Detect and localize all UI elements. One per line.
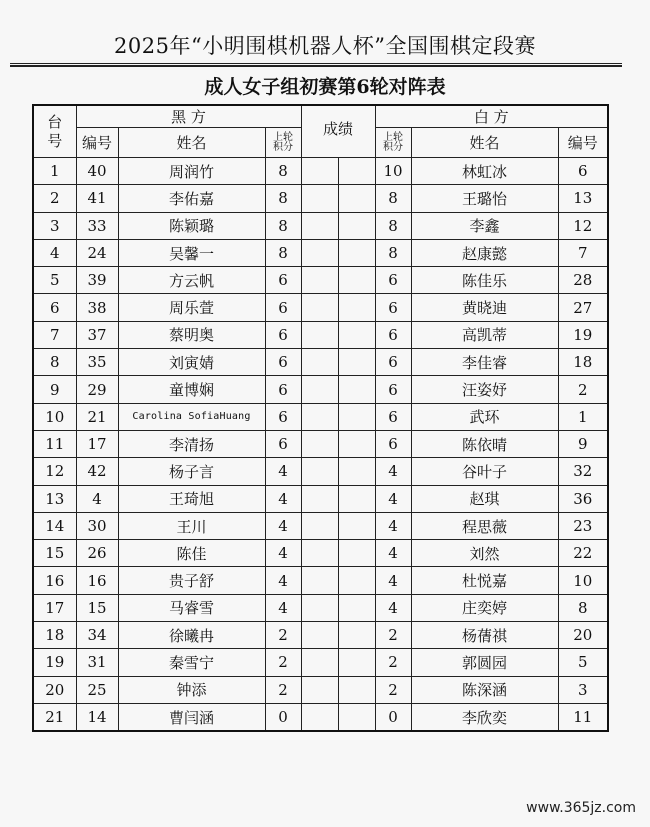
table-number-cell: 19 [33, 649, 76, 676]
pairings-table [32, 104, 609, 732]
white-name-cell: 杜悦嘉 [411, 567, 558, 594]
black-number-cell: 42 [76, 458, 118, 485]
table-number-cell: 5 [33, 267, 76, 294]
black-number-cell: 41 [76, 185, 118, 212]
white-result-cell [338, 540, 375, 567]
white-result-cell [338, 458, 375, 485]
white-name-cell: 李鑫 [411, 212, 558, 239]
white-number-cell: 6 [558, 158, 608, 185]
black-result-cell [301, 458, 338, 485]
white-result-cell [338, 703, 375, 731]
black-name-cell: 李清扬 [118, 430, 265, 457]
black-name-cell: 陈颖璐 [118, 212, 265, 239]
table-row [33, 403, 608, 430]
table-row [33, 239, 608, 266]
white-name-cell: 陈深涵 [411, 676, 558, 703]
table-row [33, 158, 608, 185]
table-number-cell: 15 [33, 540, 76, 567]
black-result-cell [301, 212, 338, 239]
white-name-cell: 林虹冰 [411, 158, 558, 185]
black-name-cell: 王川 [118, 512, 265, 539]
white-result-cell [338, 349, 375, 376]
white-name-cell: 陈佳乐 [411, 267, 558, 294]
white-number-cell: 2 [558, 376, 608, 403]
white-points-cell: 2 [375, 622, 411, 649]
white-number-cell: 12 [558, 212, 608, 239]
white-number-cell: 20 [558, 622, 608, 649]
black-result-cell [301, 349, 338, 376]
black-result-cell [301, 403, 338, 430]
white-number-cell: 18 [558, 349, 608, 376]
black-number-cell: 15 [76, 594, 118, 621]
black-side-header: 黑 方 [76, 105, 301, 128]
black-points-cell: 6 [265, 294, 301, 321]
site-watermark: www.365jz.com [526, 800, 636, 816]
pairings-body [33, 158, 608, 732]
white-name-cell: 赵琪 [411, 485, 558, 512]
table-row [33, 512, 608, 539]
white-points-cell: 6 [375, 321, 411, 348]
black-points-cell: 4 [265, 458, 301, 485]
black-result-cell [301, 321, 338, 348]
black-result-cell [301, 567, 338, 594]
black-name-cell: 吴馨一 [118, 239, 265, 266]
white-name-cell: 刘然 [411, 540, 558, 567]
white-name-cell: 郭圆园 [411, 649, 558, 676]
white-result-cell [338, 212, 375, 239]
white-result-cell [338, 185, 375, 212]
white-name-cell: 庄奕婷 [411, 594, 558, 621]
black-number-cell: 30 [76, 512, 118, 539]
black-points-cell: 0 [265, 703, 301, 731]
table-number-cell: 11 [33, 430, 76, 457]
round-subtitle: 成人女子组初赛第6轮对阵表 [204, 76, 446, 98]
title-rule-thick [10, 65, 622, 67]
white-name-cell: 杨蒨祺 [411, 622, 558, 649]
table-no-header: 台号 [33, 105, 76, 158]
black-name-cell: 马睿雪 [118, 594, 265, 621]
event-title: 2025年“小明围棋机器人杯”全国围棋定段赛 [114, 34, 536, 58]
black-points-cell: 6 [265, 267, 301, 294]
white-points-cell: 4 [375, 540, 411, 567]
black-points-cell: 6 [265, 403, 301, 430]
white-result-cell [338, 485, 375, 512]
table-row [33, 294, 608, 321]
black-result-cell [301, 376, 338, 403]
black-name-cell: 王琦旭 [118, 485, 265, 512]
white-points-cell: 4 [375, 567, 411, 594]
white-result-cell [338, 430, 375, 457]
table-row [33, 349, 608, 376]
black-number-cell: 37 [76, 321, 118, 348]
white-points-cell: 4 [375, 594, 411, 621]
white-name-cell: 陈依晴 [411, 430, 558, 457]
black-name-cell: 徐曦冉 [118, 622, 265, 649]
white-points-cell: 6 [375, 430, 411, 457]
white-result-cell [338, 622, 375, 649]
black-result-cell [301, 649, 338, 676]
white-number-cell: 32 [558, 458, 608, 485]
white-result-cell [338, 649, 375, 676]
black-result-cell [301, 239, 338, 266]
black-points-cell: 6 [265, 321, 301, 348]
black-name-cell: 蔡明奥 [118, 321, 265, 348]
white-points-cell: 6 [375, 376, 411, 403]
white-number-cell: 36 [558, 485, 608, 512]
black-number-cell: 34 [76, 622, 118, 649]
white-number-cell: 27 [558, 294, 608, 321]
white-result-cell [338, 403, 375, 430]
white-points-cell: 4 [375, 458, 411, 485]
white-number-cell: 19 [558, 321, 608, 348]
white-name-cell: 高凯蒂 [411, 321, 558, 348]
table-number-cell: 21 [33, 703, 76, 731]
black-number-header: 编号 [76, 128, 118, 158]
white-name-cell: 李欣奕 [411, 703, 558, 731]
table-number-cell: 17 [33, 594, 76, 621]
black-result-cell [301, 622, 338, 649]
black-points-cell: 8 [265, 212, 301, 239]
white-result-cell [338, 267, 375, 294]
black-points-cell: 2 [265, 622, 301, 649]
black-points-cell: 4 [265, 567, 301, 594]
black-result-cell [301, 294, 338, 321]
black-points-cell: 4 [265, 512, 301, 539]
black-points-cell: 4 [265, 485, 301, 512]
black-number-cell: 16 [76, 567, 118, 594]
white-result-cell [338, 567, 375, 594]
white-name-cell: 程思薇 [411, 512, 558, 539]
white-number-cell: 10 [558, 567, 608, 594]
black-name-cell: 陈佳 [118, 540, 265, 567]
white-name-cell: 赵康懿 [411, 239, 558, 266]
black-points-cell: 4 [265, 594, 301, 621]
black-name-cell: 秦雪宁 [118, 649, 265, 676]
table-number-cell: 9 [33, 376, 76, 403]
white-name-cell: 武环 [411, 403, 558, 430]
table-number-cell: 7 [33, 321, 76, 348]
white-number-cell: 11 [558, 703, 608, 731]
white-name-cell: 谷叶子 [411, 458, 558, 485]
white-name-cell: 汪姿妤 [411, 376, 558, 403]
black-number-cell: 4 [76, 485, 118, 512]
black-number-cell: 31 [76, 649, 118, 676]
table-number-cell: 6 [33, 294, 76, 321]
white-number-header: 编号 [558, 128, 608, 158]
black-result-cell [301, 267, 338, 294]
white-points-cell: 8 [375, 212, 411, 239]
table-row [33, 376, 608, 403]
black-name-cell: 杨子言 [118, 458, 265, 485]
table-number-cell: 2 [33, 185, 76, 212]
white-number-cell: 5 [558, 649, 608, 676]
black-points-cell: 6 [265, 430, 301, 457]
black-result-cell [301, 676, 338, 703]
black-name-cell: 贵子舒 [118, 567, 265, 594]
white-points-cell: 6 [375, 294, 411, 321]
black-name-cell: 周乐萱 [118, 294, 265, 321]
black-number-cell: 24 [76, 239, 118, 266]
table-number-cell: 13 [33, 485, 76, 512]
white-points-cell: 0 [375, 703, 411, 731]
black-name-cell: 曹闫涵 [118, 703, 265, 731]
black-result-cell [301, 158, 338, 185]
white-number-cell: 28 [558, 267, 608, 294]
black-points-cell: 6 [265, 376, 301, 403]
table-row [33, 594, 608, 621]
black-name-cell: Carolina SofiaHuang [118, 403, 265, 430]
black-name-header: 姓名 [118, 128, 265, 158]
black-number-cell: 35 [76, 349, 118, 376]
black-number-cell: 33 [76, 212, 118, 239]
table-number-cell: 10 [33, 403, 76, 430]
black-result-cell [301, 540, 338, 567]
black-number-cell: 38 [76, 294, 118, 321]
table-row [33, 212, 608, 239]
table-row [33, 540, 608, 567]
white-number-cell: 9 [558, 430, 608, 457]
white-result-cell [338, 676, 375, 703]
white-result-cell [338, 376, 375, 403]
white-number-cell: 13 [558, 185, 608, 212]
white-points-cell: 2 [375, 676, 411, 703]
black-number-cell: 40 [76, 158, 118, 185]
table-row [33, 676, 608, 703]
black-points-cell: 2 [265, 676, 301, 703]
black-name-cell: 刘寅婧 [118, 349, 265, 376]
black-points-cell: 2 [265, 649, 301, 676]
black-result-cell [301, 485, 338, 512]
black-number-cell: 14 [76, 703, 118, 731]
black-number-cell: 25 [76, 676, 118, 703]
white-points-header: 上轮积分 [375, 128, 411, 158]
black-number-cell: 29 [76, 376, 118, 403]
black-points-cell: 8 [265, 185, 301, 212]
black-points-cell: 6 [265, 349, 301, 376]
white-result-cell [338, 239, 375, 266]
title-rule-thin [10, 63, 622, 64]
black-points-cell: 4 [265, 540, 301, 567]
white-side-header: 白 方 [375, 105, 608, 128]
white-points-cell: 4 [375, 485, 411, 512]
white-number-cell: 7 [558, 239, 608, 266]
white-points-cell: 6 [375, 403, 411, 430]
white-result-cell [338, 158, 375, 185]
table-number-cell: 4 [33, 239, 76, 266]
black-name-cell: 周润竹 [118, 158, 265, 185]
black-name-cell: 方云帆 [118, 267, 265, 294]
white-points-cell: 6 [375, 267, 411, 294]
table-row [33, 649, 608, 676]
black-number-cell: 21 [76, 403, 118, 430]
white-name-cell: 王璐怡 [411, 185, 558, 212]
black-points-header: 上轮积分 [265, 128, 301, 158]
white-points-cell: 8 [375, 185, 411, 212]
white-name-cell: 李佳睿 [411, 349, 558, 376]
white-points-cell: 8 [375, 239, 411, 266]
table-number-cell: 14 [33, 512, 76, 539]
black-result-cell [301, 430, 338, 457]
result-header: 成绩 [301, 105, 375, 158]
table-number-cell: 16 [33, 567, 76, 594]
white-name-header: 姓名 [411, 128, 558, 158]
table-number-cell: 20 [33, 676, 76, 703]
white-points-cell: 6 [375, 349, 411, 376]
white-name-cell: 黄晓迪 [411, 294, 558, 321]
black-number-cell: 39 [76, 267, 118, 294]
table-row [33, 267, 608, 294]
black-result-cell [301, 703, 338, 731]
table-row [33, 430, 608, 457]
white-number-cell: 3 [558, 676, 608, 703]
black-number-cell: 26 [76, 540, 118, 567]
black-name-cell: 钟添 [118, 676, 265, 703]
white-points-cell: 2 [375, 649, 411, 676]
black-result-cell [301, 594, 338, 621]
white-result-cell [338, 594, 375, 621]
table-row [33, 321, 608, 348]
black-number-cell: 17 [76, 430, 118, 457]
table-number-cell: 1 [33, 158, 76, 185]
table-row [33, 567, 608, 594]
white-points-cell: 10 [375, 158, 411, 185]
white-result-cell [338, 512, 375, 539]
black-points-cell: 8 [265, 158, 301, 185]
white-number-cell: 23 [558, 512, 608, 539]
white-number-cell: 22 [558, 540, 608, 567]
white-number-cell: 1 [558, 403, 608, 430]
table-row [33, 622, 608, 649]
white-result-cell [338, 294, 375, 321]
table-row [33, 458, 608, 485]
black-name-cell: 童博娴 [118, 376, 265, 403]
table-number-cell: 3 [33, 212, 76, 239]
black-points-cell: 8 [265, 239, 301, 266]
table-row [33, 703, 608, 731]
white-result-cell [338, 321, 375, 348]
table-row [33, 485, 608, 512]
table-number-cell: 12 [33, 458, 76, 485]
black-result-cell [301, 185, 338, 212]
table-number-cell: 8 [33, 349, 76, 376]
black-name-cell: 李佑嘉 [118, 185, 265, 212]
black-result-cell [301, 512, 338, 539]
table-row [33, 185, 608, 212]
white-number-cell: 8 [558, 594, 608, 621]
table-number-cell: 18 [33, 622, 76, 649]
white-points-cell: 4 [375, 512, 411, 539]
